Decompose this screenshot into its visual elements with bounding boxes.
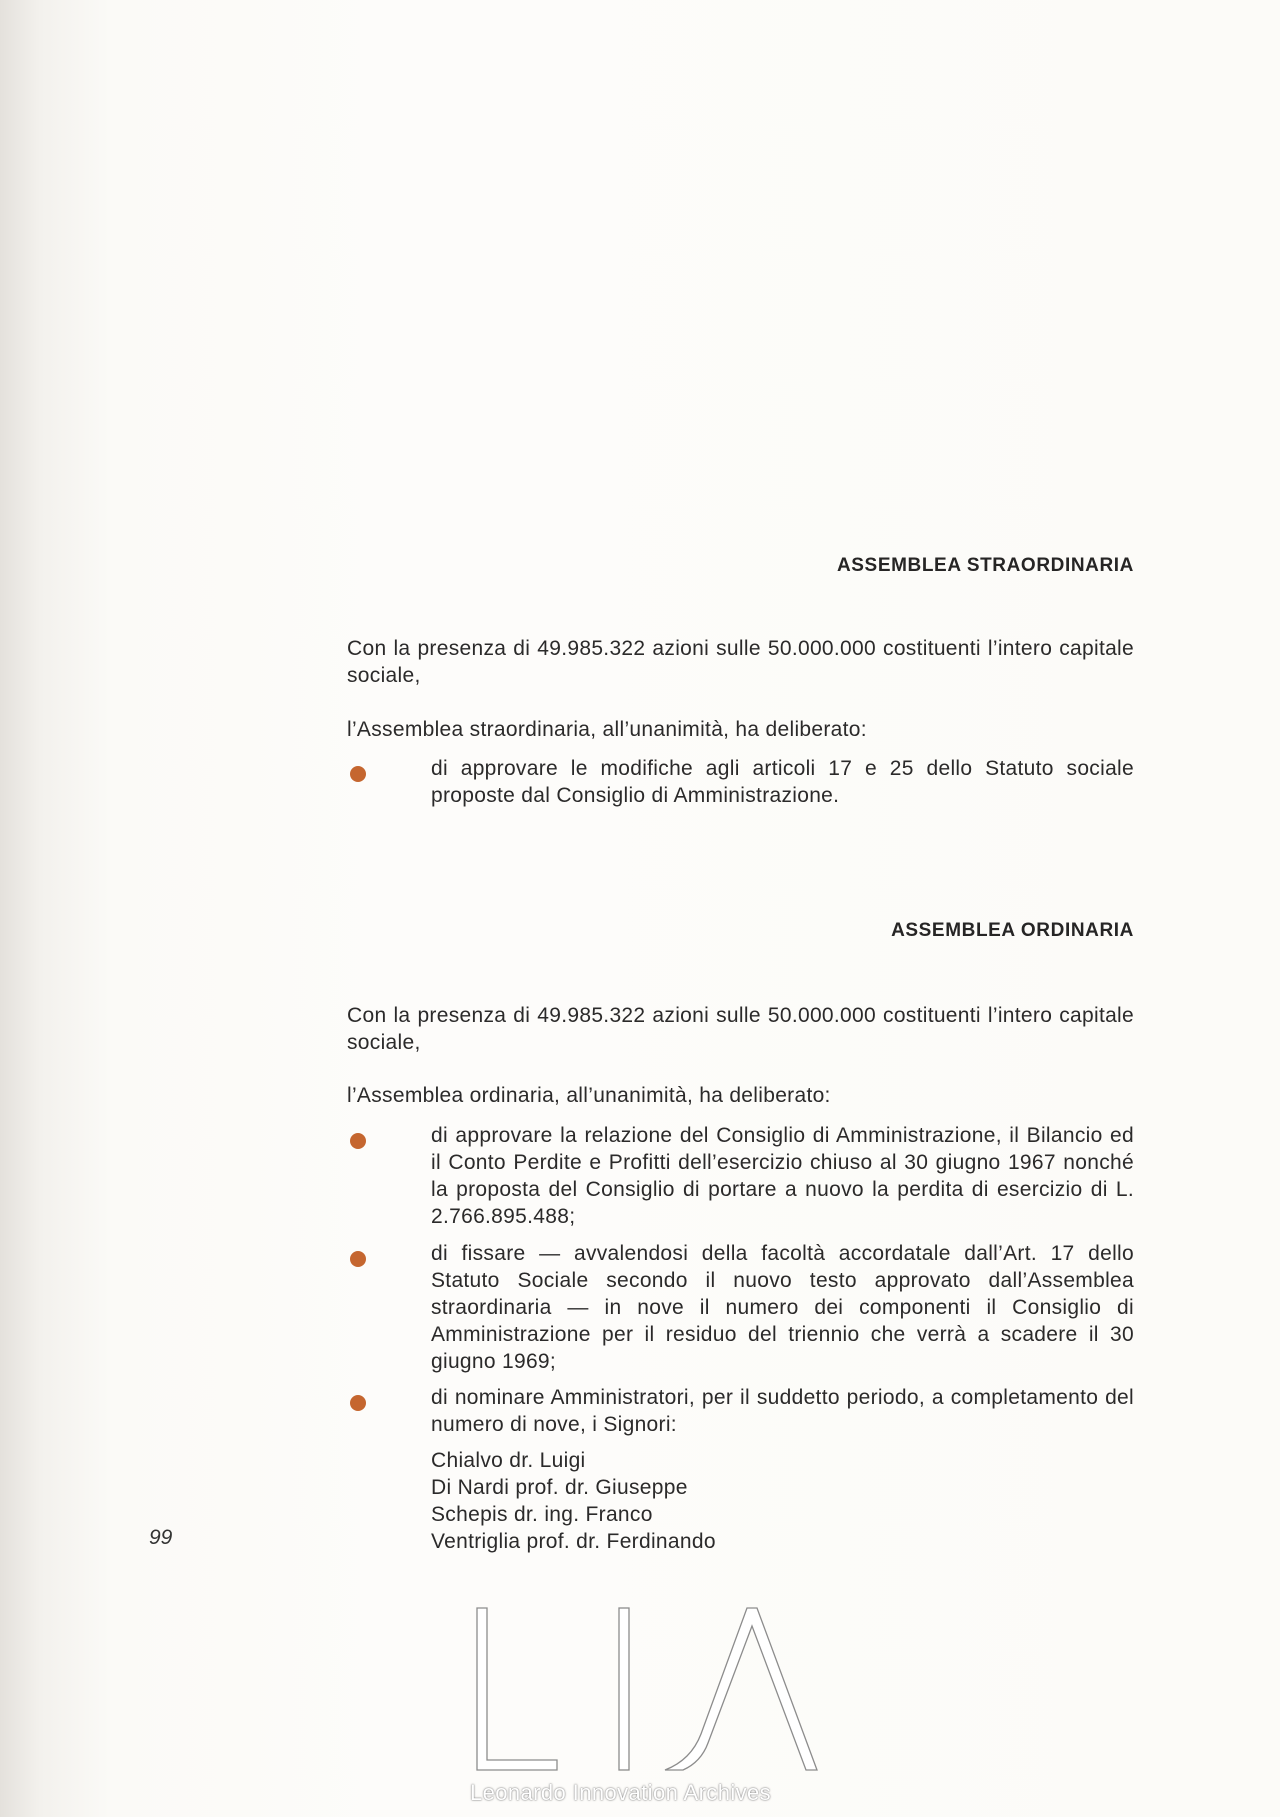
appointee-name: Ventriglia prof. dr. Ferdinando	[431, 1530, 716, 1553]
intro-ordinaria: Con la presenza di 49.985.322 azioni sulle 50.000.000 costituenti l’intero capitale sociale,	[347, 1004, 1134, 1054]
list-item-text: di approvare la relazione del Consiglio di Amministrazione, il Bilancio ed il Conto Perdite e Profitti dell’esercizio chiuso al 30 giugno 1967 nonché la proposta del Consiglio di portare a nuovo la perdita di esercizio di L. 2.766.895.488;	[431, 1124, 1134, 1228]
appointee-list	[431, 1447, 716, 1555]
lead-straordinaria: l’Assemblea straordinaria, all’unanimità, ha deliberato:	[347, 718, 867, 741]
watermark-caption: Leonardo Innovation Archives	[470, 1780, 772, 1805]
lia-logo-icon	[465, 1600, 825, 1800]
lead-ordinaria: l’Assemblea ordinaria, all’unanimità, ha deliberato:	[347, 1084, 831, 1107]
intro-straordinaria: Con la presenza di 49.985.322 azioni sulle 50.000.000 costituenti l’intero capitale sociale,	[347, 637, 1134, 687]
bullet-dot-icon	[350, 1395, 366, 1411]
appointee-name: Di Nardi prof. dr. Giuseppe	[431, 1476, 688, 1499]
heading-ordinaria: ASSEMBLEA ORDINARIA	[891, 920, 1134, 941]
list-item-text: di fissare — avvalendosi della facoltà accordatale dall’Art. 17 dello Statuto Sociale secondo il nuovo testo approvato dall’Assemblea straordinaria — in nove il numero dei componenti il Consiglio di Amministrazione per il residuo del triennio che verrà a scadere il 30 giugno 1969;	[431, 1242, 1134, 1373]
page-number: 99	[149, 1526, 173, 1549]
appointee-name: Chialvo dr. Luigi	[431, 1449, 586, 1472]
appointee-name: Schepis dr. ing. Franco	[431, 1503, 653, 1526]
list-item-text: di approvare le modifiche agli articoli 17 e 25 dello Statuto sociale proposte dal Consiglio di Amministrazione.	[431, 757, 1134, 807]
bullet-dot-icon	[350, 766, 366, 782]
bullet-dot-icon	[350, 1251, 366, 1267]
heading-straordinaria: ASSEMBLEA STRAORDINARIA	[836, 555, 1134, 576]
list-item-text: di nominare Amministratori, per il suddetto periodo, a completamento del numero di nove, i Signori:	[431, 1386, 1134, 1436]
bullet-dot-icon	[350, 1133, 366, 1149]
